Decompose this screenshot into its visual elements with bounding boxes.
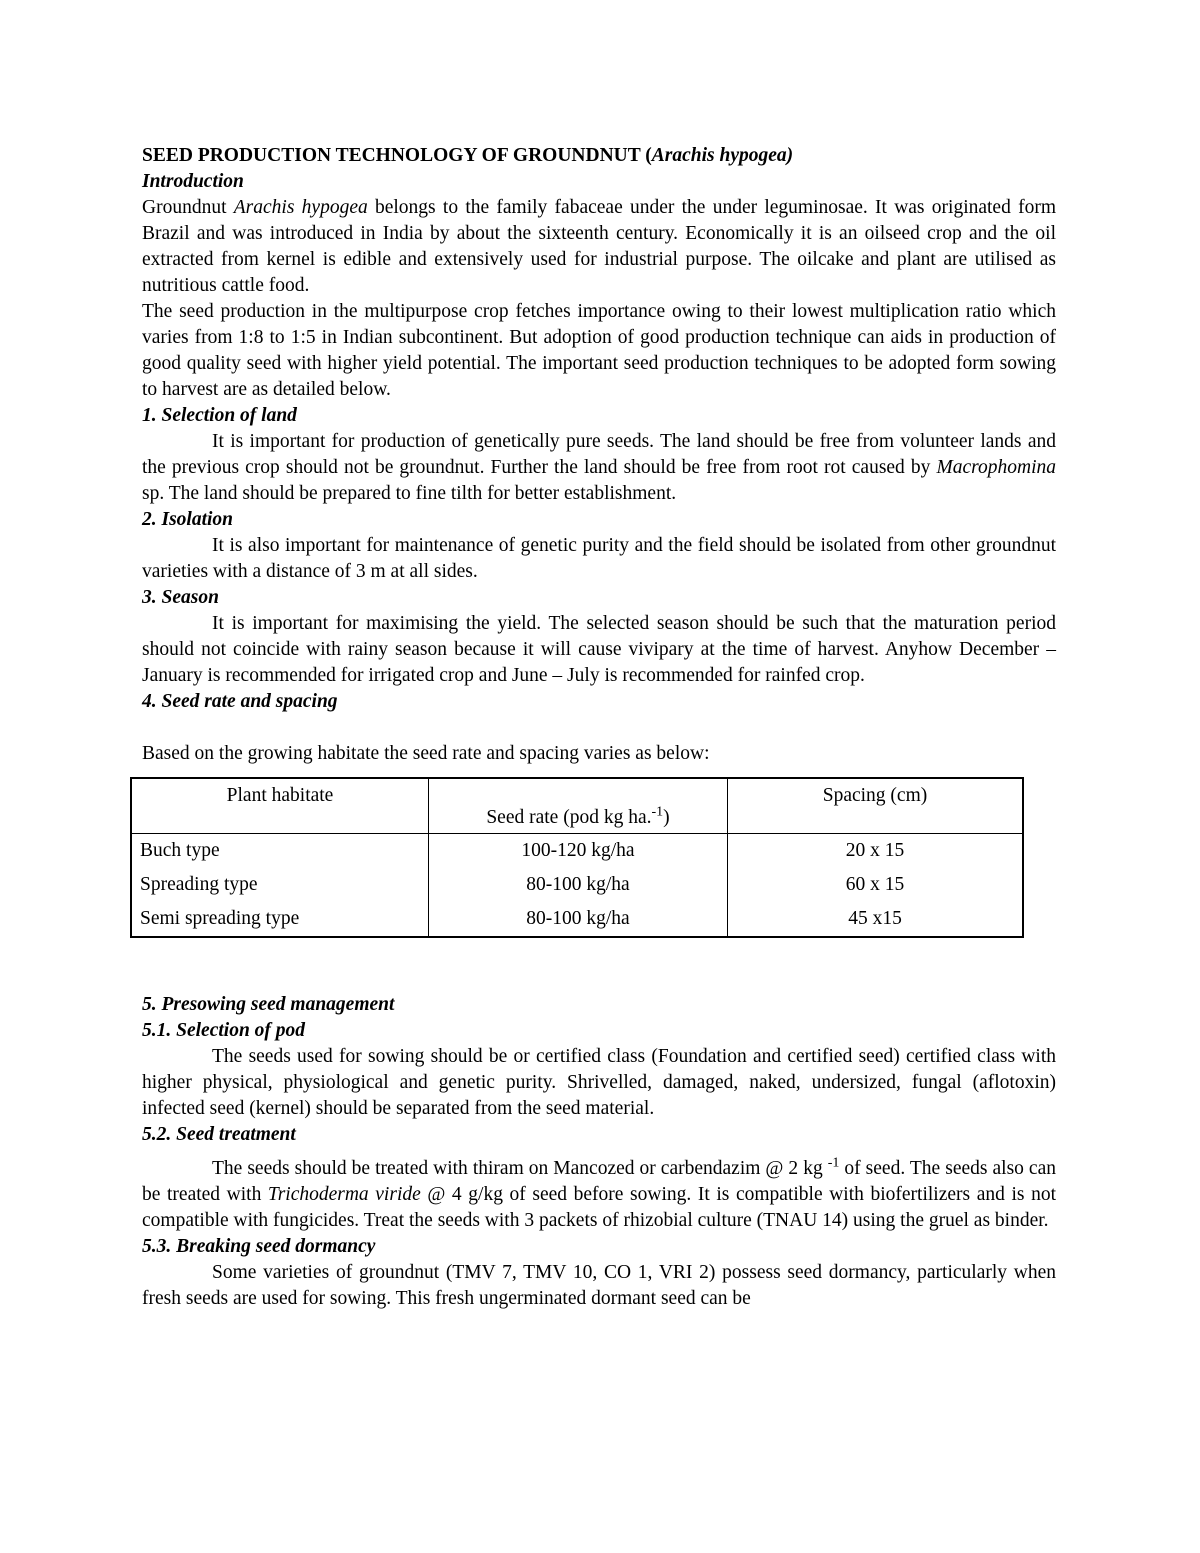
section-heading-presowing: 5. Presowing seed management bbox=[142, 994, 395, 1015]
cell-spacing: 45 x15 bbox=[728, 902, 1024, 937]
cell-seed-rate: 80-100 kg/ha bbox=[429, 868, 728, 902]
cell-spacing: 60 x 15 bbox=[728, 868, 1024, 902]
section-heading-pod: 5.1. Selection of pod bbox=[142, 1020, 306, 1041]
section-heading-treatment: 5.2. Seed treatment bbox=[142, 1124, 296, 1145]
section-heading-isolation: 2. Isolation bbox=[142, 509, 234, 530]
header-seed-rate: Seed rate (pod kg ha.$^{-1}$) bbox=[429, 778, 728, 834]
dormancy-paragraph: Some varieties of groundnut (TMV 7, TMV 10, CO 1, VRI 2) possess seed dormancy, particularly when fresh seeds are used for sowing. This fresh ungerminated dormant seed can be bbox=[142, 1262, 1056, 1309]
section-heading-introduction: Introduction bbox=[142, 171, 244, 192]
table-row bbox=[131, 868, 1023, 902]
cell-spacing: 20 x 15 bbox=[728, 834, 1024, 869]
document-title bbox=[142, 143, 1056, 169]
table-header-row bbox=[131, 778, 1023, 834]
section-heading-dormancy: 5.3. Breaking seed dormancy bbox=[142, 1236, 376, 1257]
intro-paragraph-2: The seed production in the multipurpose crop fetches importance owing to their lowest multiplication ratio which varies from 1:8 to 1:5 in Indian subcontinent. But adoption of good production technique can aids in production of good quality seed with higher yield potential. The important seed production techniques to be adopted form sowing to harvest are as detailed below. bbox=[142, 301, 1056, 400]
section-heading-seed-rate: 4. Seed rate and spacing bbox=[142, 691, 338, 712]
header-plant-habitate: Plant habitate bbox=[131, 778, 429, 834]
table-row bbox=[131, 902, 1023, 937]
pod-paragraph: The seeds used for sowing should be or certified class (Foundation and certified seed) certified class with higher physical, physiological and genetic purity. Shrivelled, damaged, naked, undersized, fungal (aflotoxin) infected seed (kernel) should be separated from the seed material. bbox=[142, 1046, 1056, 1119]
header-spacing: Spacing (cm) bbox=[728, 778, 1024, 834]
title-text: SEED PRODUCTION TECHNOLOGY OF GROUNDNUT ( bbox=[142, 145, 652, 166]
land-paragraph: It is important for production of genetically pure seeds. The land should be free from volunteer lands and the previous crop should not be groundnut. Further the land should be free from root rot caused by Macrophomina sp. The land should be prepared to fine tilth for better establishment. bbox=[142, 431, 1056, 504]
seed-rate-table bbox=[130, 777, 1024, 938]
section-heading-season: 3. Season bbox=[142, 587, 219, 608]
intro-paragraph-1: Groundnut Arachis hypogea belongs to the family fabaceae under the under leguminosae. It was originated form Brazil and was introduced in India by about the sixteenth century. Economically it is an oilseed crop and the oil extracted from kernel is edible and extensively used for industrial purpose. The oilcake and plant are utilised as nutritious cattle food. bbox=[142, 197, 1056, 296]
title-species: Arachis hypogea) bbox=[651, 145, 794, 166]
document-body bbox=[142, 143, 1056, 1312]
table-row bbox=[131, 834, 1023, 869]
cell-habitate: Spreading type bbox=[131, 868, 429, 902]
season-paragraph: It is important for maximising the yield. The selected season should be such that the maturation period should not coincide with rainy season because it will cause vivipary at the time of harvest. Anyhow December – January is recommended for irrigated crop and June – July is recommended for rainfed crop. bbox=[142, 613, 1056, 686]
seed-rate-lead: Based on the growing habitate the seed rate and spacing varies as below: bbox=[142, 743, 710, 764]
cell-habitate: Semi spreading type bbox=[131, 902, 429, 937]
isolation-paragraph: It is also important for maintenance of genetic purity and the field should be isolated from other groundnut varieties with a distance of 3 m at all sides. bbox=[142, 535, 1056, 582]
cell-habitate: Buch type bbox=[131, 834, 429, 869]
section-heading-land: 1. Selection of land bbox=[142, 405, 297, 426]
cell-seed-rate: 100-120 kg/ha bbox=[429, 834, 728, 869]
cell-seed-rate: 80-100 kg/ha bbox=[429, 902, 728, 937]
treatment-paragraph: The seeds should be treated with thiram on Mancozed or carbendazim @ 2 kg $^{-1}$ of seed. The seeds also can be treated with Trichoderma viride @ 4 g/kg of seed before sowing. It is compatible with biofertilizers and is not compatible with fungicides. Treat the seeds with 3 packets of rhizobial culture (TNAU 14) using the gruel as binder. bbox=[142, 1155, 1056, 1231]
